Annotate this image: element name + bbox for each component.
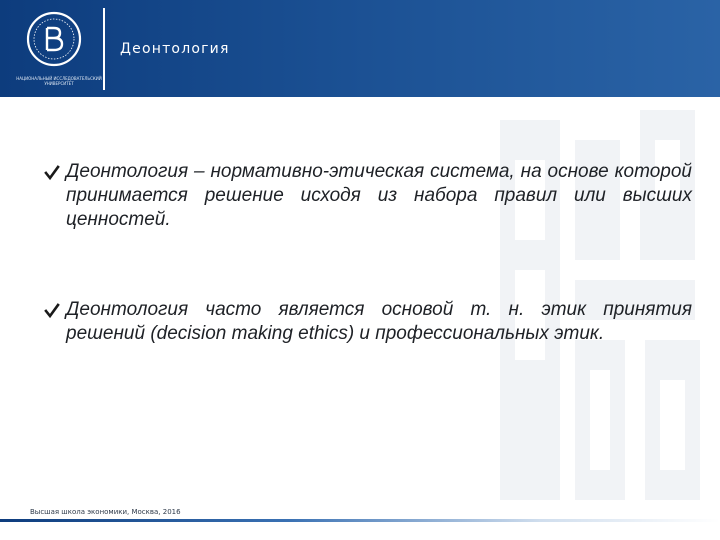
checkmark-icon (44, 303, 60, 319)
footer-divider (0, 519, 720, 522)
list-item (44, 160, 692, 232)
logo-caption: НАЦИОНАЛЬНЫЙ ИССЛЕДОВАТЕЛЬСКИЙ УНИВЕРСИТЕТ (16, 76, 102, 86)
footer-text: Высшая школа экономики, Москва, 2016 (30, 508, 181, 516)
list-item (44, 298, 692, 346)
header-bar (0, 0, 720, 97)
slide-content (44, 160, 692, 412)
bullet-text-2: Деонтология часто является основой т. н. этик принятия решений (decision making ethics) и профессиональных этик. (66, 299, 692, 344)
hse-emblem-icon (14, 6, 104, 76)
bullet-text-1: Деонтология – нормативно-этическая система, на основе которой принимается решение исходя из набора правил или высших ценностей. (66, 161, 692, 230)
checkmark-icon (44, 165, 60, 181)
header-divider (103, 8, 105, 90)
hse-logo (14, 6, 104, 92)
page-title: Деонтология (120, 41, 230, 57)
